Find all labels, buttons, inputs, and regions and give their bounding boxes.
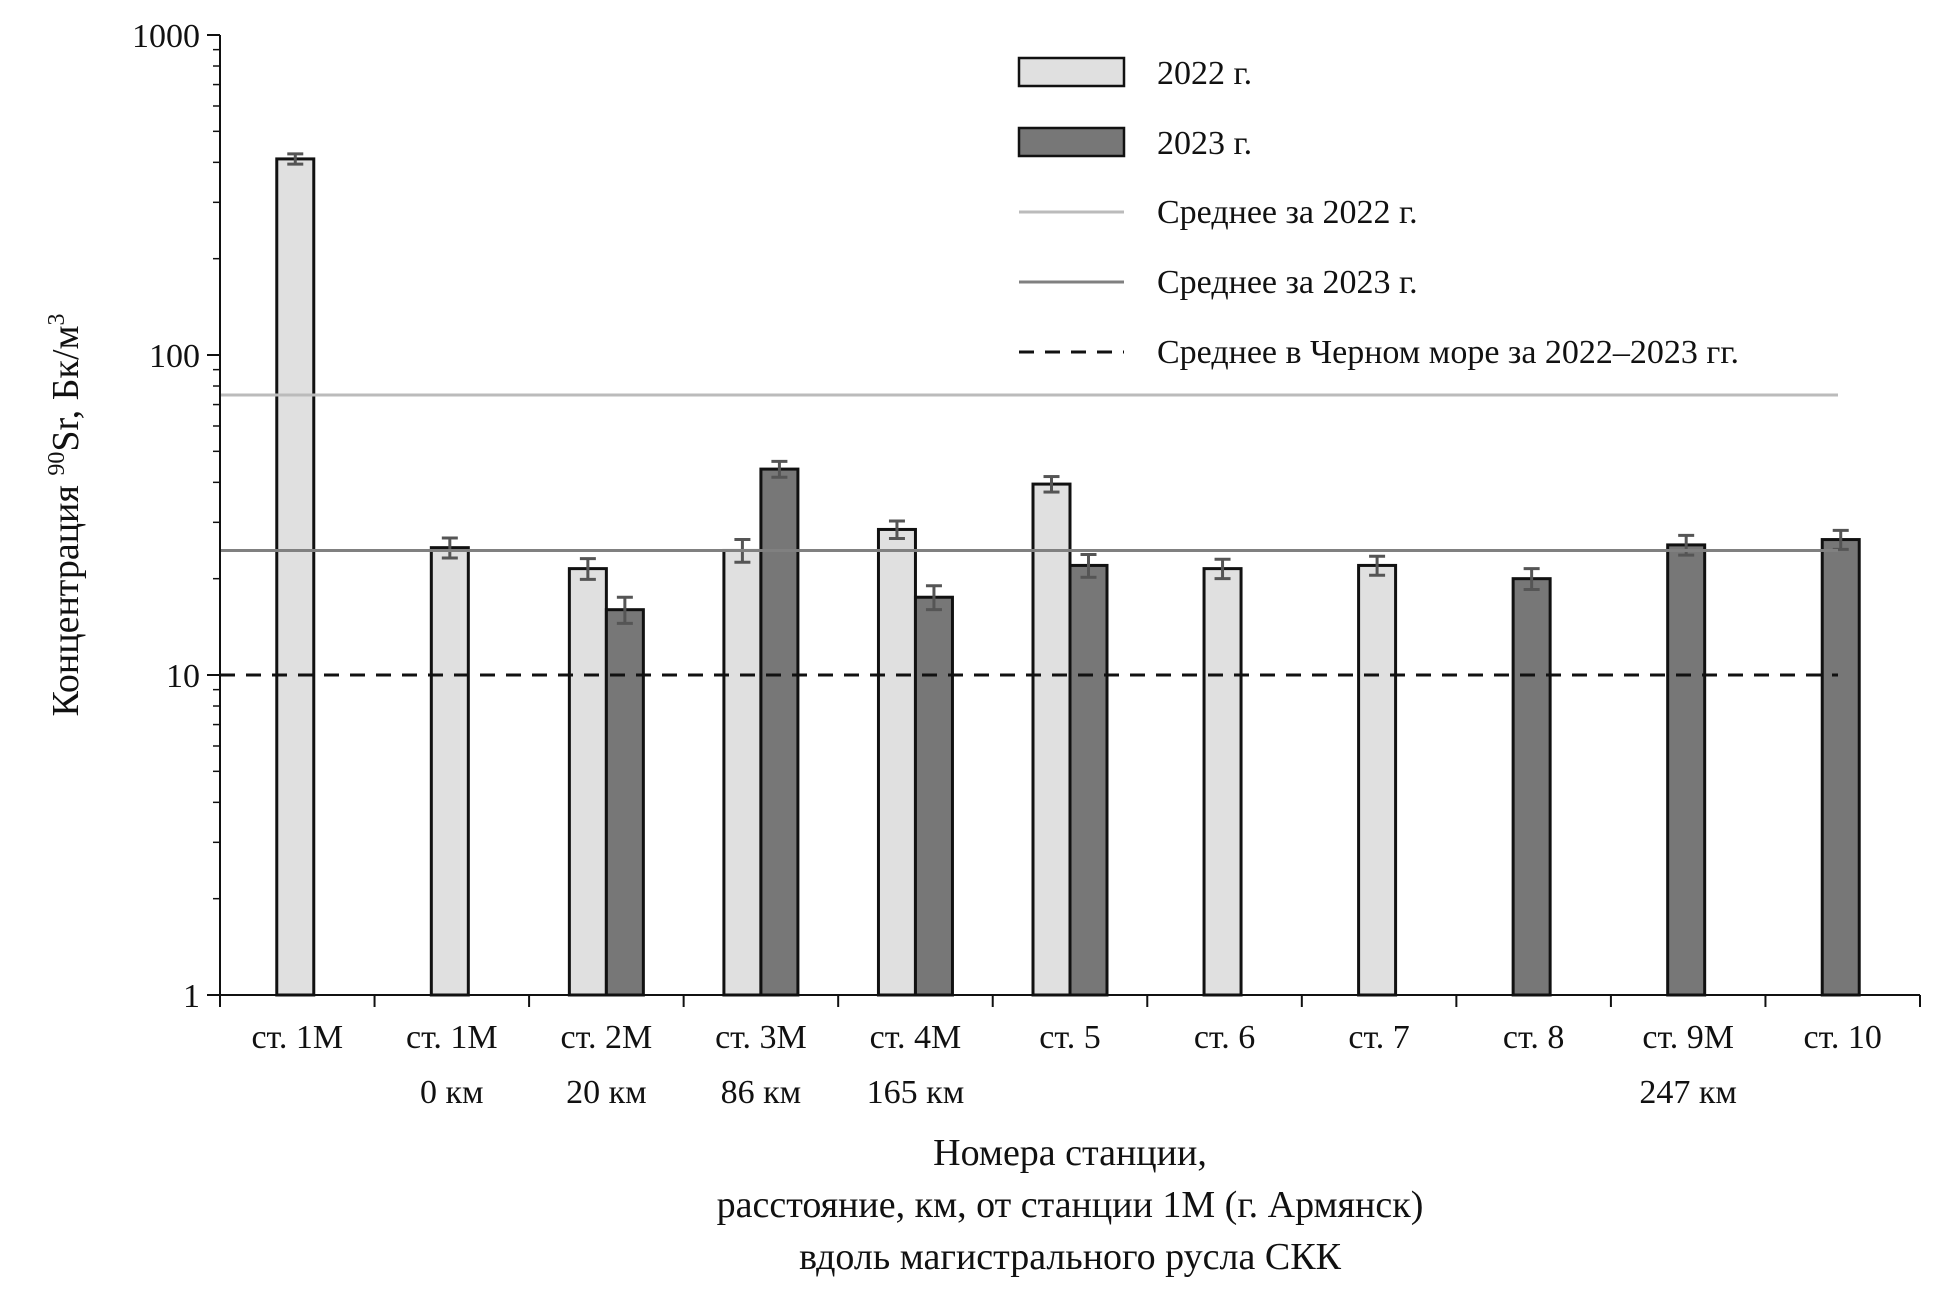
- x-distance-label-10: 247 км: [1639, 1074, 1737, 1111]
- y-axis-title-element: Sr: [45, 419, 87, 452]
- legend-label-2023: 2023 г.: [1157, 125, 1253, 162]
- y-tick-label-1: 1: [183, 978, 200, 1015]
- x-category-label-1: ст. 1М: [251, 1019, 344, 1056]
- bar-2022-7: [1204, 569, 1241, 995]
- x-category-label-8: ст. 7: [1348, 1019, 1410, 1056]
- x-category-label-9: ст. 8: [1502, 1019, 1565, 1056]
- legend-swatch-2023: [1019, 128, 1124, 156]
- y-tick-label-100: 100: [149, 338, 200, 375]
- legend-label-black-sea: Среднее в Черном море за 2022–2023 гг.: [1157, 334, 1739, 371]
- y-axis-title-isotope: 90: [44, 451, 70, 476]
- x-category-label-6: ст. 5: [1039, 1019, 1101, 1056]
- y-tick-label-10: 10: [166, 658, 200, 695]
- x-axis-title-line-1: Номера станции,: [933, 1132, 1207, 1174]
- x-category-label-10: ст. 9М: [1642, 1019, 1734, 1056]
- labels-layer: [132, 18, 1882, 1111]
- legend-label-mean-2022: Среднее за 2022 г.: [1157, 194, 1418, 231]
- x-category-label-11: ст. 10: [1803, 1019, 1882, 1056]
- bar-2022-1: [277, 159, 314, 995]
- legend-label-mean-2023: Среднее за 2023 г.: [1157, 264, 1418, 301]
- legend-label-2022: 2022 г.: [1157, 55, 1253, 92]
- y-axis-title-prefix: Концентрация: [45, 475, 87, 717]
- bar-2023-3: [606, 610, 643, 995]
- bar-2022-3: [569, 569, 606, 995]
- bar-2023-9: [1513, 579, 1550, 995]
- x-distance-label-2: 0 км: [420, 1074, 484, 1111]
- bar-2023-6: [1070, 565, 1107, 995]
- bar-2023-4: [761, 469, 798, 995]
- bar-2022-6: [1033, 484, 1070, 995]
- x-distance-label-4: 86 км: [720, 1074, 802, 1111]
- legend: [1019, 55, 1739, 371]
- y-axis-title-unit: , Бк/м: [45, 325, 87, 420]
- y-axis-title-unit-power: 3: [44, 313, 70, 326]
- x-axis-title-line-2: расстояние, км, от станции 1М (г. Армянск): [716, 1184, 1424, 1226]
- x-distance-label-3: 20 км: [566, 1074, 647, 1111]
- bars-layer: [277, 154, 1859, 995]
- x-category-label-4: ст. 3М: [715, 1019, 807, 1056]
- legend-swatch-2022: [1019, 58, 1124, 86]
- y-axis-title: [44, 313, 87, 716]
- bar-2022-2: [431, 548, 468, 995]
- bar-2022-4: [724, 550, 761, 995]
- x-distance-label-5: 165 км: [866, 1074, 965, 1111]
- x-category-label-7: ст. 6: [1193, 1019, 1256, 1056]
- bar-2022-8: [1359, 565, 1396, 995]
- x-category-label-2: ст. 1М: [406, 1019, 498, 1056]
- x-category-label-3: ст. 2М: [560, 1019, 653, 1056]
- y-tick-label-1000: 1000: [132, 18, 200, 55]
- bar-2022-5: [878, 529, 915, 995]
- bar-2023-11: [1822, 540, 1859, 995]
- x-category-label-5: ст. 4М: [869, 1019, 962, 1056]
- bar-2023-10: [1668, 545, 1705, 995]
- bar-2023-5: [915, 597, 952, 995]
- x-axis-title-line-3: вдоль магистрального русла СКК: [799, 1236, 1341, 1278]
